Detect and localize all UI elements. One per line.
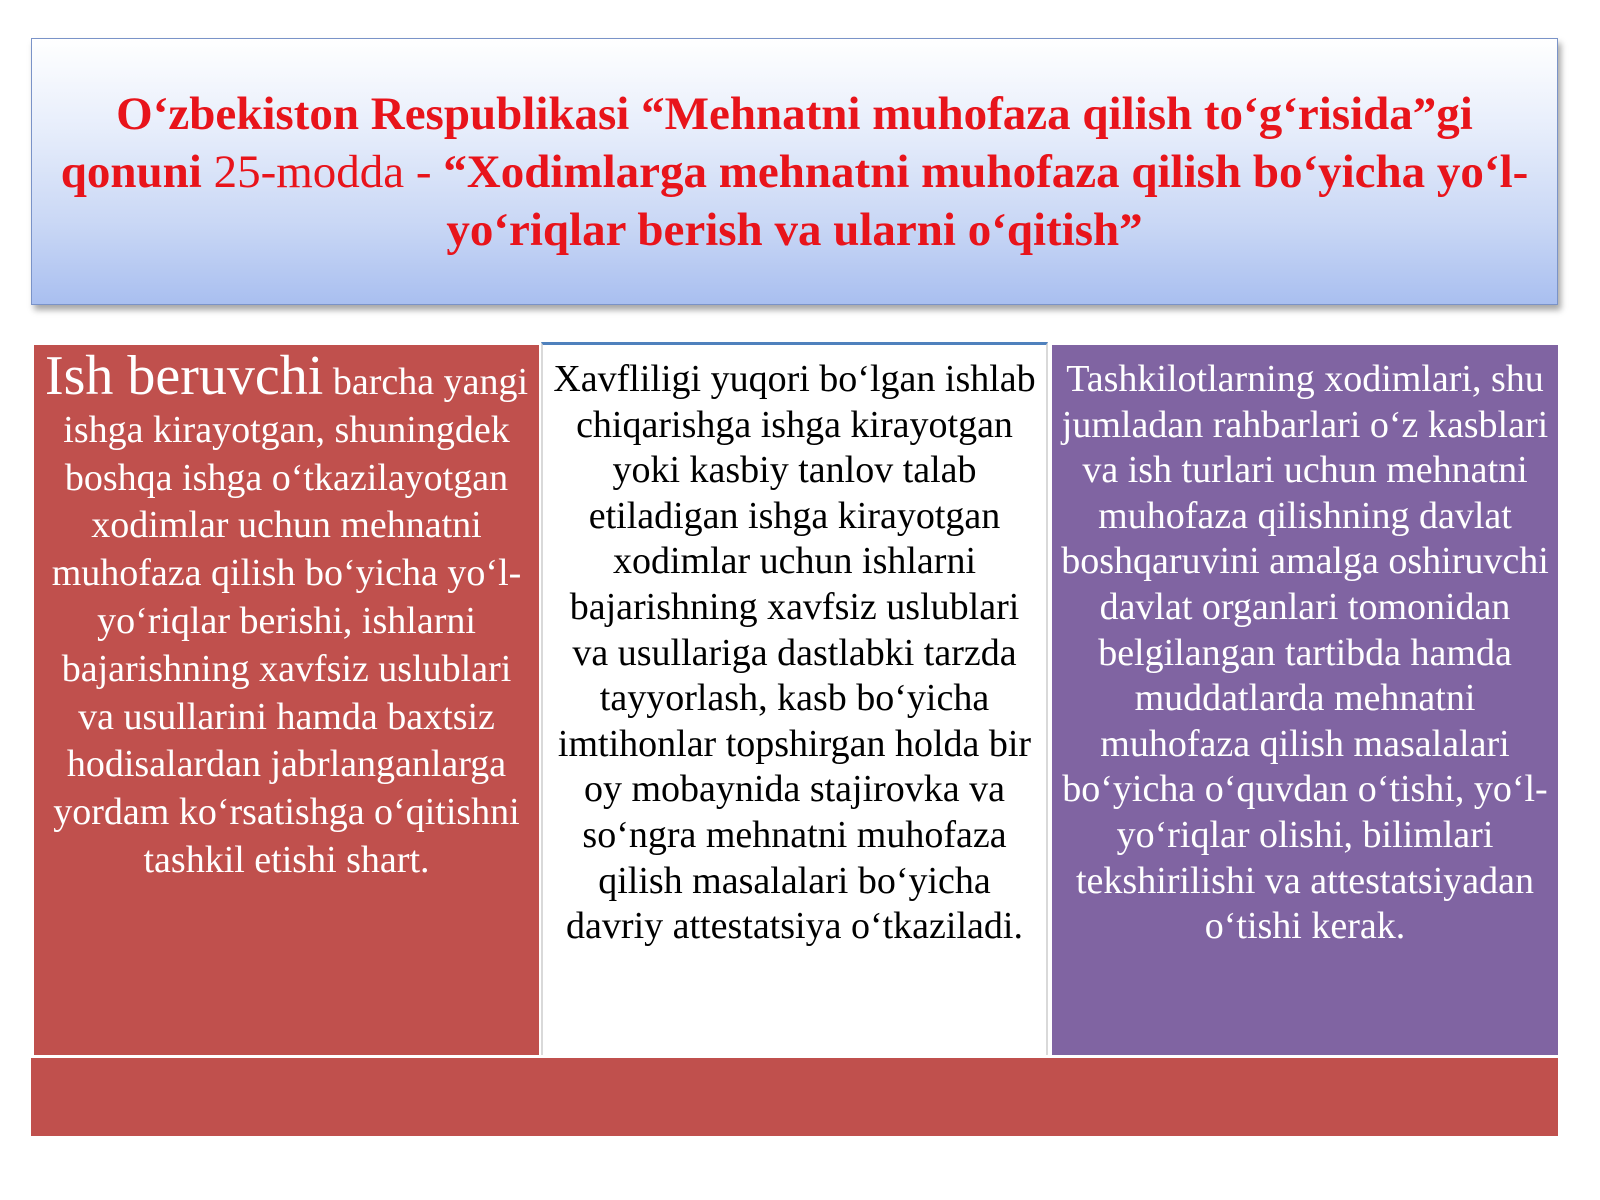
title-box <box>31 38 1558 305</box>
high-risk-training-text: Xavfliligi yuqori bo‘lgan ishlab chiqarishga ishga kirayotgan yoki kasbiy tanlov talab etiladigan ishga kirayotgan xodimlar uchun ishlarni bajarishning xavfsiz uslublari va usullariga dastlabki tarzda tayyorlash, kasb bo‘yicha imtihonlar topshirgan holda bir oy mobaynida stajirovka va so‘ngra mehnatni muhofaza qilish masalalari bo‘yicha davriy attestatsiya o‘tkaziladi. <box>553 358 1036 948</box>
bottom-bar <box>31 1058 1558 1136</box>
staff-attestation-text: Tashkilotlarning xodimlari, shu jumladan rahbarlari o‘z kasblari va ish turlari uchun mehnatni muhofaza qilishning davlat boshqaruvini amalga oshiruvchi davlat organlari tomonidan belgilangan tartibda hamda muddatlarda mehnatni muhofaza qilish masalalari bo‘yicha o‘quvdan o‘tishi, yo‘l-yo‘riqlar olishi, bilimlari tekshirilishi va attestatsiyadan o‘tishi kerak. <box>1061 358 1549 948</box>
title-article-number: 25-modda - <box>213 145 444 198</box>
slide-title <box>32 85 1557 259</box>
title-bold-part-1: O‘zbekiston Respublikasi “Mehnatni muhofaza qilish to‘g‘risida”gi qonuni <box>60 87 1473 198</box>
employer-obligation-block <box>34 345 539 1055</box>
high-risk-training-block <box>541 342 1048 1055</box>
employer-body: barcha yangi ishga kirayotgan, shuningdek boshqa ishga o‘tkazilayotgan xodimlar uchun mehnatni muhofaza qilish bo‘yicha yo‘l-yo‘riqlar berishi, ishlarni bajarishning xavfsiz uslublari va usullarini hamda baxtsiz hodisalardan jabrlanganlarga yordam ko‘rsatishga o‘qitishni tashkil etishi shart. <box>51 361 529 881</box>
staff-attestation-block <box>1052 345 1558 1055</box>
employer-lead: Ish beruvchi <box>44 345 324 407</box>
title-bold-part-2: “Xodimlarga mehnatni muhofaza qilish bo‘yicha yo‘l-yo‘riqlar berish va ularni o‘qitish” <box>443 145 1529 256</box>
employer-obligation-text <box>34 345 539 885</box>
